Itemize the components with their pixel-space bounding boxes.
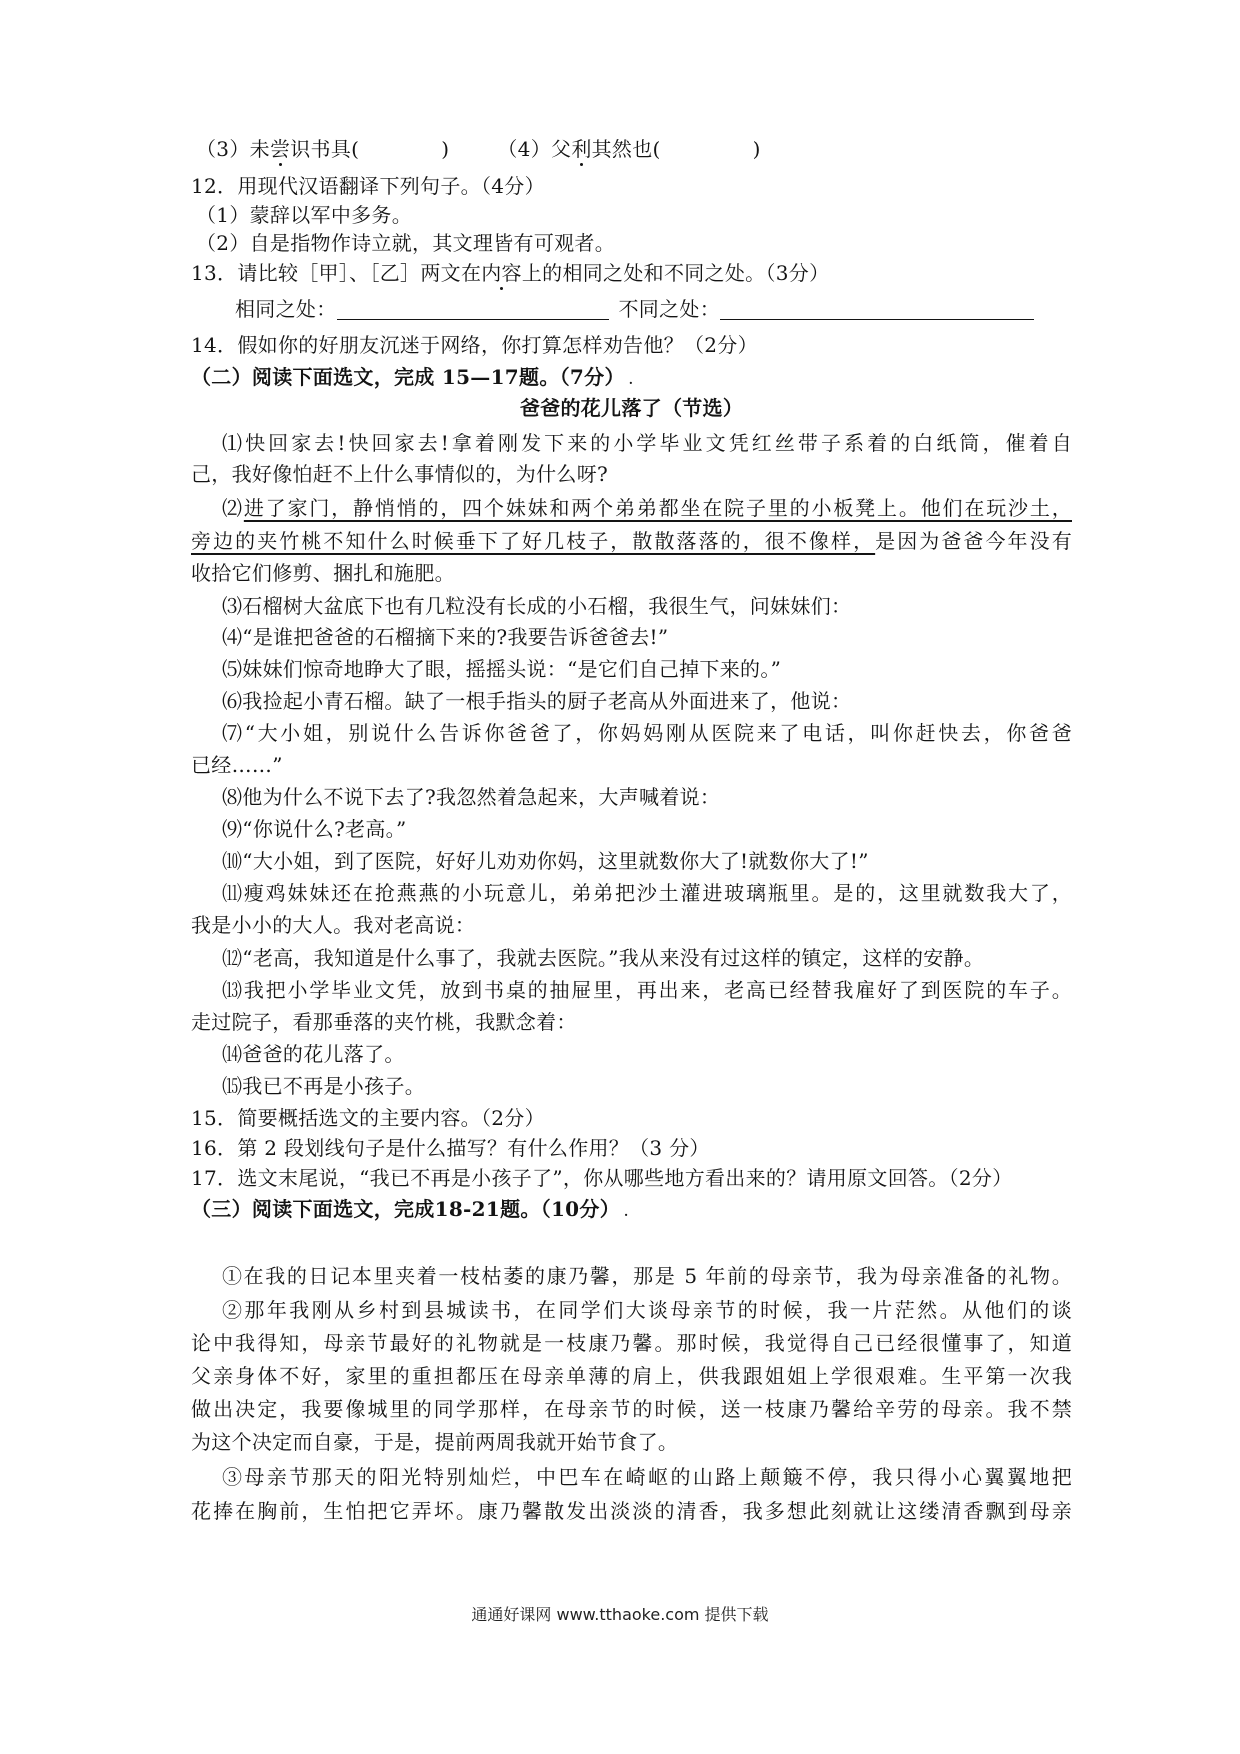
page-footer: 通通好课网 www.tthaoke.com 提供下载 xyxy=(471,1605,769,1624)
paragraph-7-line-1: ⑺“大小姐，别说什么告诉你爸爸了，你妈妈刚从医院来了电话，叫你赶快去，你爸爸 xyxy=(222,721,1072,745)
emphasis-dot-chars: 内容 xyxy=(481,261,522,285)
q12-title: 12．用现代汉语翻译下列句子。（4分） xyxy=(191,174,545,198)
paragraph-1-line-1: ⑴快回家去!快回家去!拿着刚发下来的小学毕业文凭红丝带子系着的白纸筒，催着自 xyxy=(222,431,1072,455)
paragraph-7-line-2: 已经……” xyxy=(191,753,283,777)
paragraph-15: ⒂我已不再是小孩子。 xyxy=(222,1074,425,1098)
q13-answer-line xyxy=(235,294,1072,324)
paragraph-5: ⑸妹妹们惊奇地睁大了眼，摇摇头说：“是它们自己掉下来的。” xyxy=(222,657,782,681)
underlined-sentence: 进了家门，静悄悄的，四个妹妹和两个弟弟都坐在院子里的小板凳上。他们在玩沙土， xyxy=(243,496,1072,520)
question-17: 17．选文末尾说，“我已不再是小孩子了”，你从哪些地方看出来的？请用原文回答。（2分） xyxy=(191,1166,1013,1190)
q11-part4-label: （4） xyxy=(497,137,551,161)
paragraph-2-line-3: 收拾它们修剪、捆扎和施肥。 xyxy=(191,561,455,585)
emphasis-dot-char: 利 xyxy=(571,137,592,161)
paragraph-11-line-1: ⑾瘦鸡妹妹还在抢燕燕的小玩意儿，弟弟把沙土灌进玻璃瓶里。是的，这里就数我大了， xyxy=(222,881,1072,905)
q12-sentence-2: （2）自是指物作诗立就，其文理皆有可观者。 xyxy=(196,231,616,255)
s3-paragraph-3-line-2: 花捧在胸前，生怕把它弄坏。康乃馨散发出淡淡的清香，我多想此刻就让这缕清香飘到母亲 xyxy=(191,1499,1072,1523)
paragraph-3: ⑶石榴树大盆底下也有几粒没有长成的小石榴，我很生气，问妹妹们： xyxy=(222,594,852,618)
emphasis-dot-char: 尝 xyxy=(269,137,291,161)
question-15: 15．简要概括选文的主要内容。（2分） xyxy=(191,1106,545,1130)
diff-answer-blank[interactable] xyxy=(720,297,1034,320)
q11-part3-label: （3） xyxy=(196,137,250,161)
paragraph-10: ⑽“大小姐，到了医院，好好儿劝劝你妈，这里就数你大了!就数你大了!” xyxy=(222,849,869,873)
section2-heading: （二）阅读下面选文，完成 15—17题。（7分） . xyxy=(191,365,634,389)
passage-title: 爸爸的花儿落了（节选） xyxy=(519,396,744,420)
s3-paragraph-1: ①在我的日记本里夹着一枝枯萎的康乃馨，那是 5 年前的母亲节，我为母亲准备的礼物。 xyxy=(222,1264,1072,1288)
paragraph-14: ⒁爸爸的花儿落了。 xyxy=(222,1042,405,1066)
paragraph-13-line-1: ⒀我把小学毕业文凭，放到书桌的抽屉里，再出来，老高已经替我雇好了到医院的车子。 xyxy=(222,978,1072,1002)
q14-title: 14．假如你的好朋友沉迷于网络，你打算怎样劝告他？（2分） xyxy=(191,333,758,357)
same-label: 相同之处： xyxy=(235,297,337,321)
same-answer-blank[interactable] xyxy=(337,297,609,320)
s3-paragraph-2-line-3: 父亲身体不好，家里的重担都压在母亲单薄的肩上，供我跟姐姐上学很艰难。生平第一次我 xyxy=(191,1364,1072,1388)
paragraph-6: ⑹我捡起小青石榴。缺了一根手指头的厨子老高从外面进来了，他说： xyxy=(222,689,852,713)
q11-parts-line: （3）未尝识书具( ) （4）父利其然也( ) xyxy=(196,137,761,161)
s3-paragraph-3-line-1: ③母亲节那天的阳光特别灿烂，中巴车在崎岖的山路上颠簸不停，我只得小心翼翼地把 xyxy=(222,1465,1072,1489)
s3-paragraph-2-line-4: 做出决定，我要像城里的同学那样，在母亲节的时候，送一枝康乃馨给辛劳的母亲。我不禁 xyxy=(191,1397,1072,1421)
underlined-sentence: 旁边的夹竹桃不知什么时候垂下了好几枝子，散散落落的，很不像样， xyxy=(191,529,876,553)
question-16: 16．第 2 段划线句子是什么描写？有什么作用？（3 分） xyxy=(191,1136,710,1160)
paragraph-13-line-2: 走过院子，看那垂落的夹竹桃，我默念着： xyxy=(191,1010,577,1034)
paragraph-2-line-1: ⑵进了家门，静悄悄的，四个妹妹和两个弟弟都坐在院子里的小板凳上。他们在玩沙土， xyxy=(222,496,1072,520)
paragraph-2-line-2: 旁边的夹竹桃不知什么时候垂下了好几枝子，散散落落的，很不像样，是因为爸爸今年没有 xyxy=(191,529,1072,553)
paragraph-12: ⑿“老高，我知道是什么事了，我就去医院。”我从来没有过这样的镇定，这样的安静。 xyxy=(222,946,985,970)
q13-title: 13．请比较［甲］、［乙］两文在内容上的相同之处和不同之处。（3分） xyxy=(191,261,830,285)
paragraph-11-line-2: 我是小小的大人。我对老高说： xyxy=(191,913,476,937)
paragraph-4: ⑷“是谁把爸爸的石榴摘下来的?我要告诉爸爸去!” xyxy=(222,625,669,649)
paragraph-1-line-2: 己，我好像怕赶不上什么事情似的，为什么呀? xyxy=(191,462,609,486)
s3-paragraph-2-line-5: 为这个决定而自豪，于是，提前两周我就开始节食了。 xyxy=(191,1430,679,1454)
paragraph-9: ⑼“你说什么?老高。” xyxy=(222,817,407,841)
q12-sentence-1: （1）蒙辞以军中多务。 xyxy=(196,203,413,227)
section3-heading: （三）阅读下面选文，完成18-21题。（10分） . xyxy=(191,1197,629,1221)
diff-label: 不同之处： xyxy=(618,297,720,321)
s3-paragraph-2-line-2: 论中我得知，母亲节最好的礼物就是一枝康乃馨。那时候，我觉得自己已经很懂事了，知道 xyxy=(191,1331,1072,1355)
paragraph-8: ⑻他为什么不说下去了?我忽然着急起来，大声喊着说： xyxy=(222,785,721,809)
s3-paragraph-2-line-1: ②那年我刚从乡村到县城读书，在同学们大谈母亲节的时候，我一片茫然。从他们的谈 xyxy=(222,1298,1072,1322)
